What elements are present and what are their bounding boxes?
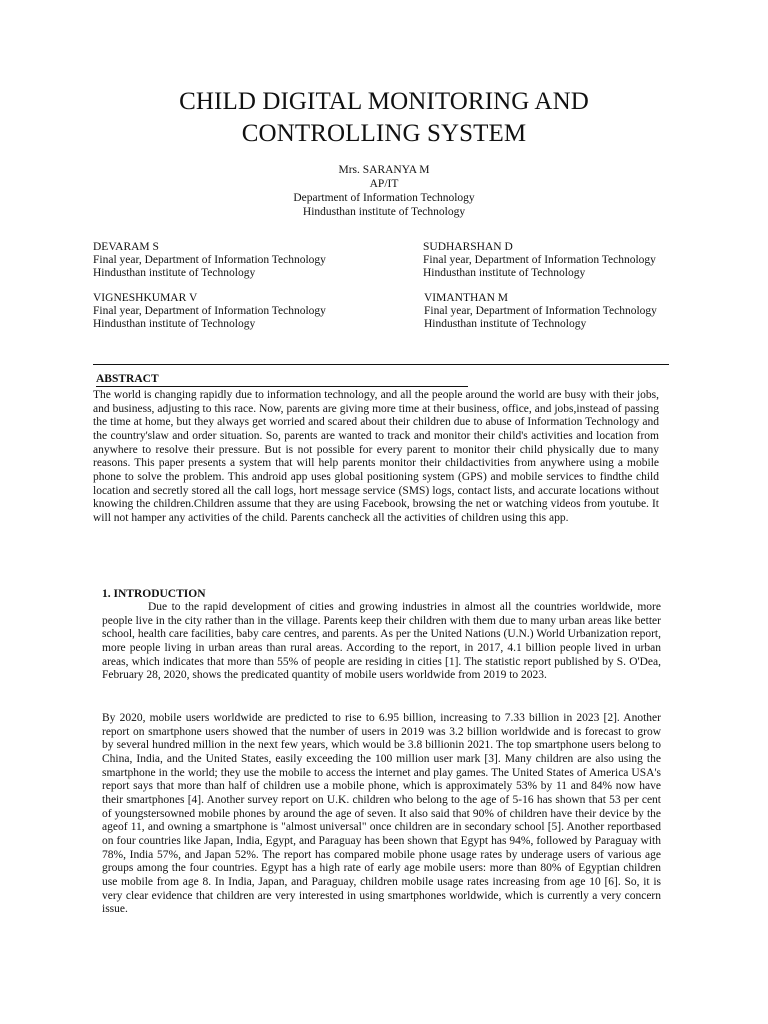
author-block-4 — [424, 292, 657, 332]
author-institute: Hindusthan institute of Technology — [93, 318, 256, 331]
introduction-heading: 1. INTRODUCTION — [102, 588, 206, 600]
introduction-paragraph-1: Due to the rapid development of cities and growing industries in almost all the countries worldwide, more people live in the city rather than in the village. Parents keep their children with them due to many urban areas like better school, health care facilities, baby care centres, and parents. As per the United Nations (U.N.) World Urbanization report, more people living in urban areas than rural areas. According to the report, in 2017, 4.1 billion people lived in urban areas, which indicates that more than 55% of people are residing in cities [1]. The statistic report published by S. O'Dea, February 28, 2020, shows the predicated quantity of mobile users worldwide from 2019 to 2023. — [102, 601, 661, 682]
author-institute: Hindusthan institute of Technology — [424, 318, 587, 331]
author-block-1 — [93, 241, 326, 281]
author-institute: Hindusthan institute of Technology — [423, 267, 586, 280]
author-affiliation: Final year, Department of Information Technology — [424, 305, 657, 318]
author-institute: Hindusthan institute of Technology — [93, 267, 256, 280]
abstract-heading: ABSTRACT — [96, 372, 468, 387]
author-block-2 — [423, 241, 656, 281]
introduction-paragraph-2: By 2020, mobile users worldwide are predicted to rise to 6.95 billion, increasing to 7.33 billion in 2023 [2]. Another report on smartphone users showed that the number of users in 2019 was 3.2 billion worldwide and is forecast to grow by several hundred million in the next few years, which would be 3.8 billionin 2021. The top smartphone users belong to China, India, and the United States, easily exceeding the 100 million user mark [3]. Many children are also using the smartphone in the world; they use the mobile to access the internet and play games. The United States of America USA's report says that more than half of children use a mobile phone, which is approximately 53% by 11 and 84% now have their smartphones [4]. Another survey report on U.K. children who belong to the age of 5-16 has shown that 53 per cent of youngstersowned mobile phones by around the age of seven. It also said that 90% of children have their device by the ageof 11, and owning a smartphone is "almost universal" once children are in secondary school [5]. Another reportbased on four countries like Japan, India, Egypt, and Paraguay has been shown that Egypt has 94%, followed by Paraguay with 78%, India 57%, and Japan 52%. The report has compared mobile phone usage rates by underage users of various age groups among the four countries. Egypt has a high rate of early age mobile users: more than 80% of Egyptian children use mobile from age 8. In India, Japan, and Paraguay, children mobile usage rates increasing from age 10 [6]. So, it is very clear evidence that children are very interested in using smartphones worldwide, which is currently a very concern issue. — [102, 712, 661, 916]
paper-title — [0, 86, 768, 150]
author-name: DEVARAM S — [93, 241, 159, 253]
author-affiliation: Final year, Department of Information Technology — [423, 254, 656, 267]
paper-title-line-2: CONTROLLING SYSTEM — [241, 120, 527, 147]
abstract-text: The world is changing rapidly due to information technology, and all the people around the world are busy with their jobs, and business, adjusting to this race. Now, parents are giving more time at their business, office, and jobs,instead of passing the time at home, but they always get worried and scared about their children due to abuse of Information Technology and the country'slaw and order situation. So, parents are wanted to track and monitor their child's activities and location from anywhere to resolve their pressure. But is not possible for every parent to monitor their child physically due to many reasons. This paper presents a system that will help parents monitor their childactivities from anywhere using a mobile phone to solve the problem. This android app uses global positioning system (GPS) and mobile services to findthe child location and secretly stored all the call logs, hort message service (SMS) logs, contact lists, and accurate locations without knowing the children.Children assume that they are using Facebook, browsing the net or watching videos from youtube. It will not hamper any activities of the child. Parents cancheck all the activities of children using this app. — [93, 389, 659, 524]
lead-author-block — [0, 163, 768, 219]
author-affiliation: Final year, Department of Information Technology — [93, 254, 326, 267]
author-name: VIMANTHAN M — [424, 292, 509, 304]
lead-author-name: Mrs. SARANYA M — [338, 164, 430, 176]
author-block-3 — [93, 292, 326, 332]
paper-title-line-1: CHILD DIGITAL MONITORING AND — [179, 88, 589, 115]
lead-author-institute: Hindusthan institute of Technology — [302, 206, 466, 218]
header-divider — [93, 364, 669, 365]
lead-author-department: Department of Information Technology — [293, 192, 475, 204]
author-name: VIGNESHKUMAR V — [93, 292, 198, 304]
author-affiliation: Final year, Department of Information Technology — [93, 305, 326, 318]
lead-author-role: AP/IT — [369, 178, 399, 190]
author-name: SUDHARSHAN D — [423, 241, 513, 253]
